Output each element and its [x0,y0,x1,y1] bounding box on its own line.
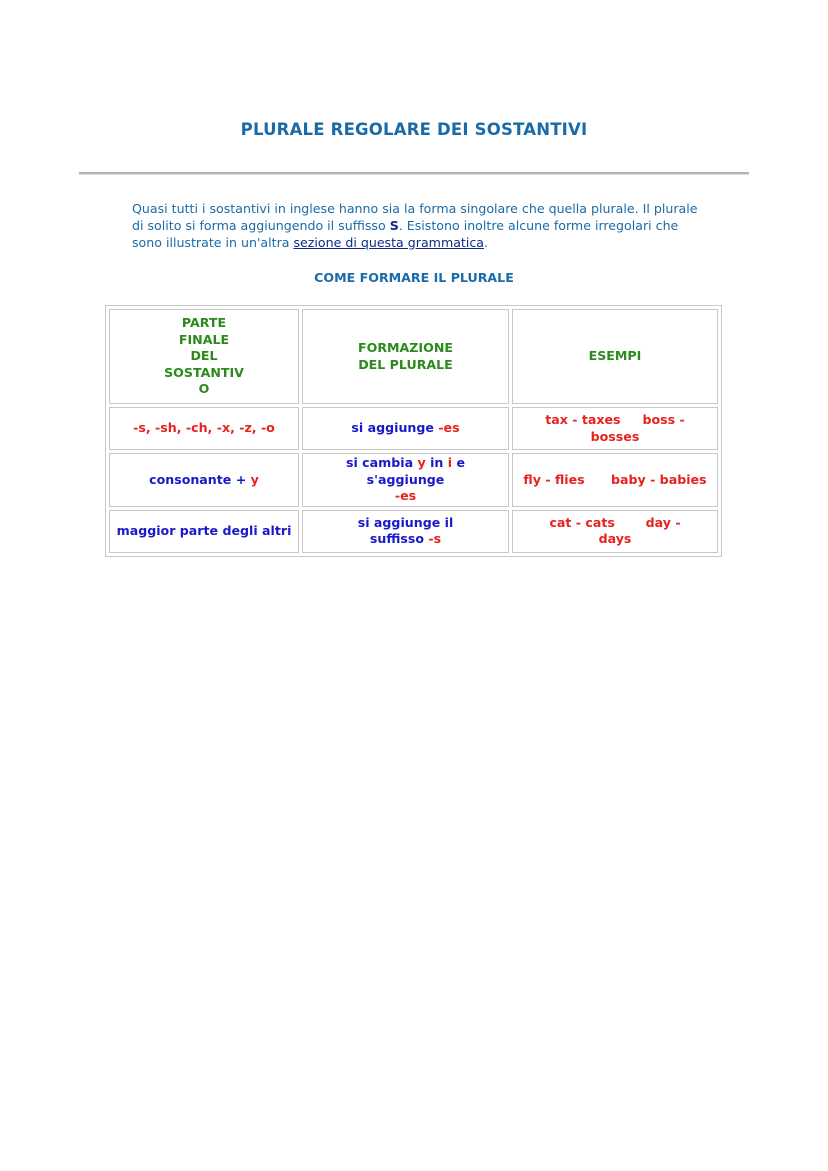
example: cat - cats [549,514,615,530]
intro-bold-suffix: S [389,218,399,233]
example: bosses [590,428,640,444]
rule-letter: y [417,455,426,470]
header-line: SOSTANTIV [164,364,244,380]
header-plural-formation [302,309,509,404]
row1-ending: -s, -sh, -ch, -x, -z, -o [109,407,299,450]
section-subtitle: COME FORMARE IL PLURALE [314,270,514,285]
intro-text-3: . [484,235,489,250]
header-line: FORMAZIONE [358,340,453,355]
example: boss - [642,412,685,427]
intro-paragraph [132,200,712,251]
example: baby - babies [610,471,707,487]
rule-text: si aggiunge [351,420,439,436]
row2-examples [512,453,718,507]
page-title: PLURALE REGOLARE DEI SOSTANTIVI [240,120,588,139]
table-row [109,510,718,553]
grammar-section-link[interactable]: sezione di questa grammatica [293,235,485,250]
row1-rule [302,407,509,450]
example: day - [645,514,681,530]
row3-examples [512,510,718,553]
plural-rules-table [105,305,722,557]
row3-rule [302,510,509,553]
rule-text: suffisso [369,531,429,546]
header-examples: ESEMPI [512,309,718,404]
intro-text-2: . Esistono inoltre alcune forme irregolari che sono illustrate in un'altra [132,218,679,250]
intro-text-1: Quasi tutti i sostantivi in inglese hanno sia la forma singolare che quella plurale. Il plurale di solito si forma aggiungendo il suffisso [132,201,698,233]
rule-text: si cambia [345,455,418,470]
rule-text: e s'aggiunge [366,455,466,487]
example: fly - flies [523,471,585,487]
table-row [109,453,718,507]
header-line: FINALE [178,331,230,347]
example: days [598,531,632,546]
rule-text: si aggiunge il [357,514,454,530]
rule-suffix: -es [438,420,460,436]
row1-examples [512,407,718,450]
rule-letter: i [447,455,453,470]
rule-text: in [425,455,448,470]
header-line: O [198,381,210,397]
row3-ending: maggior parte degli altri [109,510,299,553]
horizontal-divider [79,172,749,175]
rule-suffix: -s [428,531,442,546]
header-word-ending [109,309,299,404]
row2-rule [302,453,509,507]
header-line: DEL PLURALE [358,356,453,372]
example: tax - taxes [545,412,621,427]
ending-letter: y [250,471,259,487]
ending-text: consonante + [149,471,251,487]
table-header-row [109,309,718,404]
header-line: DEL [190,348,218,364]
table-row [109,407,718,450]
header-line: PARTE [181,315,227,331]
rule-suffix: -es [394,488,417,503]
row2-ending [109,453,299,507]
